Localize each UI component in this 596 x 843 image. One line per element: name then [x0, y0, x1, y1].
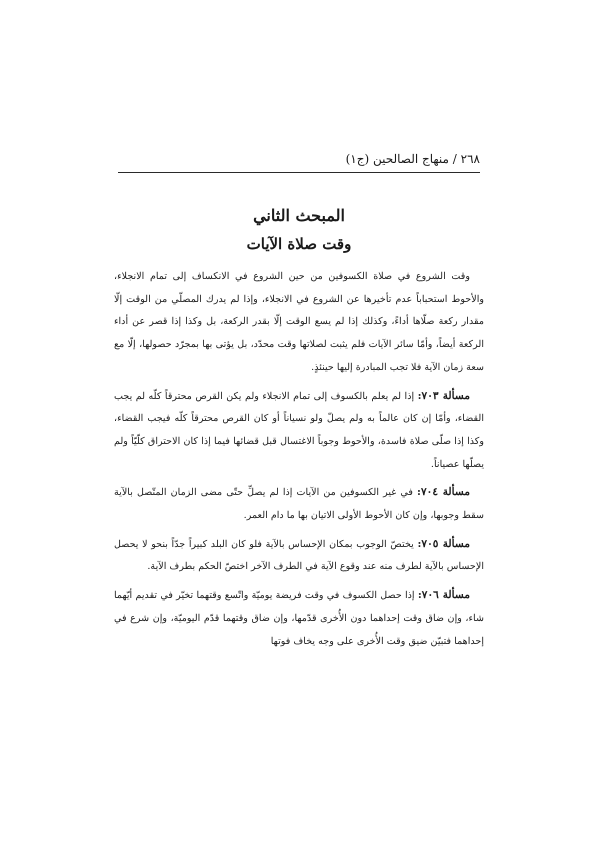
body-text [114, 266, 484, 658]
section-title: المبحث الثاني [253, 206, 345, 225]
issue-text: إذا لم يعلم بالكسوف إلى تمام الانجلاء ولم يكن القرص محترقاً كلّه لم يجب القضاء، وأمّا إن كان عالماً به ولم يصلّ ولو نسياناً أو كان القرص محترقاً كلّه فيجب القضاء، وكذا إذا صلّى صلاة فاسدة، والأحوط وجوباً الاغتسال قبل قضائها فيما إذا كان الاحتراق كلّيّاً ولم يصلّها عصياناً. [114, 390, 484, 470]
issue-paragraph [114, 481, 484, 527]
issue-paragraph [114, 533, 484, 579]
issue-paragraph [114, 584, 484, 653]
issue-text: إذا حصل الكسوف في وقت فريضة يوميّة واتّسع وقتهما تخيّر في تقديم أيّهما شاء، وإن ضاق وقت إحداهما دون الأُخرى قدّمها، وإن ضاق وقتهما قدّم اليوميّة، وإن شرع في إحداهما فتبيّن ضيق وقت الأُخرى على وجه يخاف فوتها [114, 590, 484, 647]
issue-label: مسألة ٧٠٦: [417, 589, 471, 602]
section-subtitle: وقت صلاة الآيات [246, 235, 352, 253]
issue-text: في غير الكسوفين من الآيات إذا لم يصلِّ حتّى مضى الزمان المتّصل بالآية سقط وجوبها، وإن كان الأحوط الأولى الاتيان بها ما دام العمر. [114, 487, 484, 522]
header-rule [118, 172, 480, 173]
issue-paragraph [114, 385, 484, 477]
intro-paragraph: وقت الشروع في صلاة الكسوفين من حين الشروع في الانكساف إلى تمام الانجلاء، والأحوط استحباباً عدم تأخيرها عن الشروع في الانجلاء، وإذا لم يدرك المصلّي من الوقت إلّا مقدار ركعة صلّاها أداءً، وكذلك إذا لم يسع الوقت إلّا بقدر الركعة، بل وكذا إذا قصر عن أداء الركعة أيضاً، وأمّا سائر الآيات فلم يثبت لصلاتها وقت محدّد، بل يؤتى بها بمجرّد حصولها، إلّا مع سعة زمان الآية فلا تجب المبادرة إليها حينئذٍ. [114, 271, 484, 373]
issue-text: يختصّ الوجوب بمكان الإحساس بالآية فلو كان البلد كبيراً جدّاً بنحو لا يحصل الإحساس بالآية لطرف منه عند وقوع الآية في الطرف الآخر اختصّ الحكم بطرف الآية. [114, 538, 484, 573]
issue-label: مسألة ٧٠٣: [417, 389, 470, 402]
issue-label: مسألة ٧٠٥: [417, 537, 470, 550]
issue-label: مسألة ٧٠٤: [417, 486, 471, 499]
running-header: ٢٦٨ / منهاج الصالحين (ج١) [345, 152, 480, 166]
